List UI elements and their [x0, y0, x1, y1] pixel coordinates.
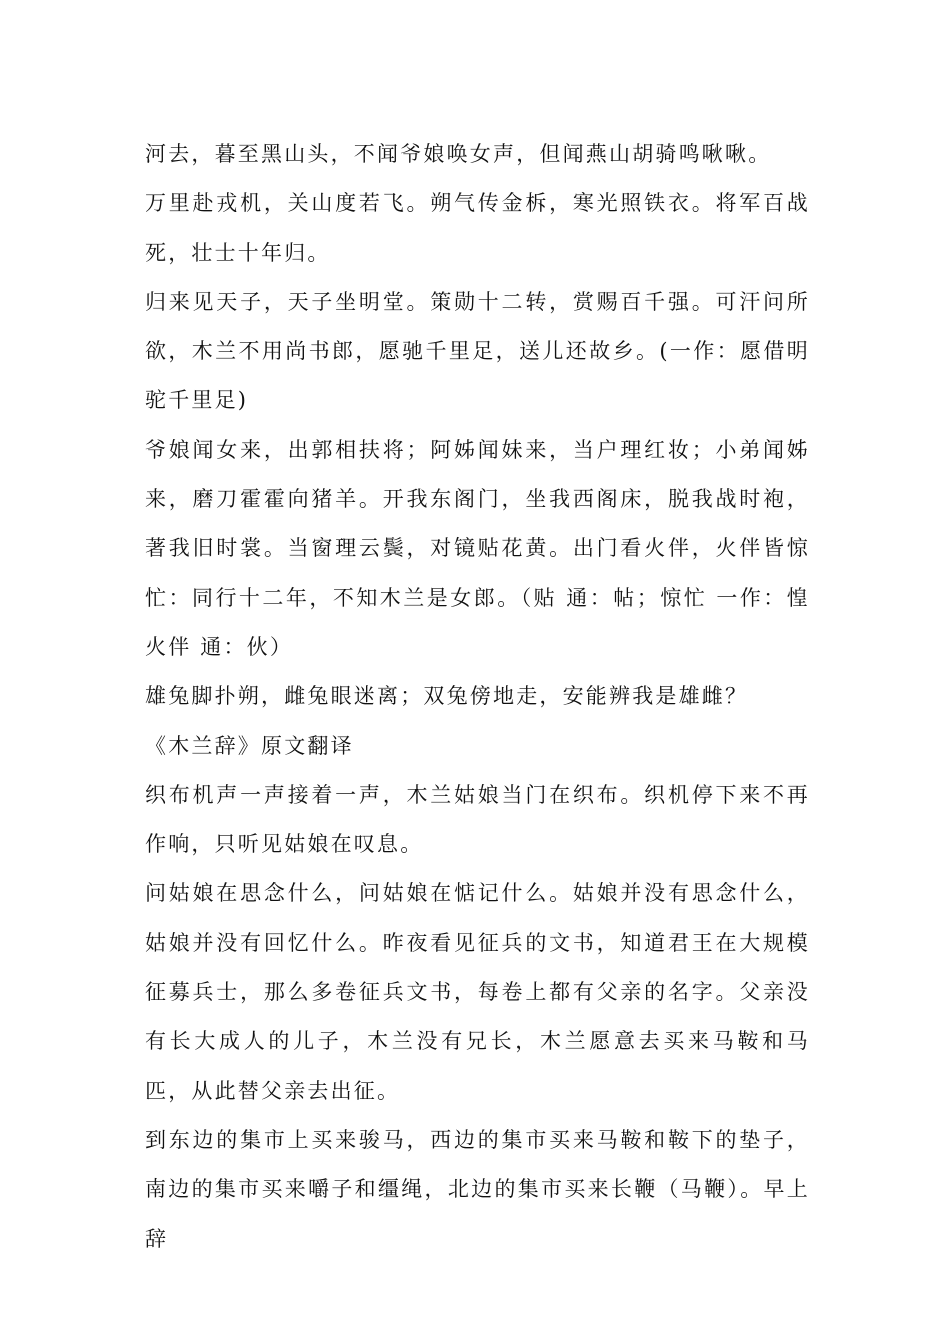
- section-heading: 《木兰辞》原文翻译: [145, 733, 354, 758]
- translation-paragraph-3: 到东边的集市上买来骏马，西边的集市买来马鞍和鞍下的垫子，南边的集市买来嚼子和缰绳，北边的集市买来长鞭（马鞭）。早上辞: [145, 1127, 810, 1251]
- translation-paragraph-2: 问姑娘在思念什么，问姑娘在惦记什么。姑娘并没有思念什么，姑娘并没有回忆什么。昨夜看见征兵的文书，知道君王在大规模征募兵士，那么多卷征兵文书，每卷上都有父亲的名字。父亲没有长大成人的儿子，木兰没有兄长，木兰愿意去买来马鞍和马匹，从此替父亲去出征。: [145, 881, 810, 1103]
- poem-paragraph-3: 归来见天子，天子坐明堂。策勋十二转，赏赐百千强。可汗问所欲，木兰不用尚书郎，愿驰千里足，送儿还故乡。(一作：愿借明驼千里足): [145, 289, 810, 413]
- poem-paragraph-4: 爷娘闻女来，出郭相扶将；阿姊闻妹来，当户理红妆；小弟闻姊来，磨刀霍霍向猪羊。开我东阁门，坐我西阁床，脱我战时袍，著我旧时裳。当窗理云鬓，对镜贴花黄。出门看火伴，火伴皆惊忙：同行十二年，不知木兰是女郎。（贴 通：帖；惊忙 一作：惶 火伴 通：伙）: [145, 437, 810, 659]
- poem-paragraph-5: 雄兔脚扑朔，雌兔眼迷离；双兔傍地走，安能辨我是雄雌？: [145, 684, 749, 709]
- document-page: [145, 130, 810, 1264]
- translation-paragraph-1: 织布机声一声接着一声，木兰姑娘当门在织布。织机停下来不再作响，只听见姑娘在叹息。: [145, 782, 810, 857]
- poem-paragraph-2: 万里赴戎机，关山度若飞。朔气传金柝，寒光照铁衣。将军百战死，壮士十年归。: [145, 191, 810, 265]
- poem-paragraph-1: 河去，暮至黑山头，不闻爷娘唤女声，但闻燕山胡骑鸣啾啾。: [145, 142, 772, 166]
